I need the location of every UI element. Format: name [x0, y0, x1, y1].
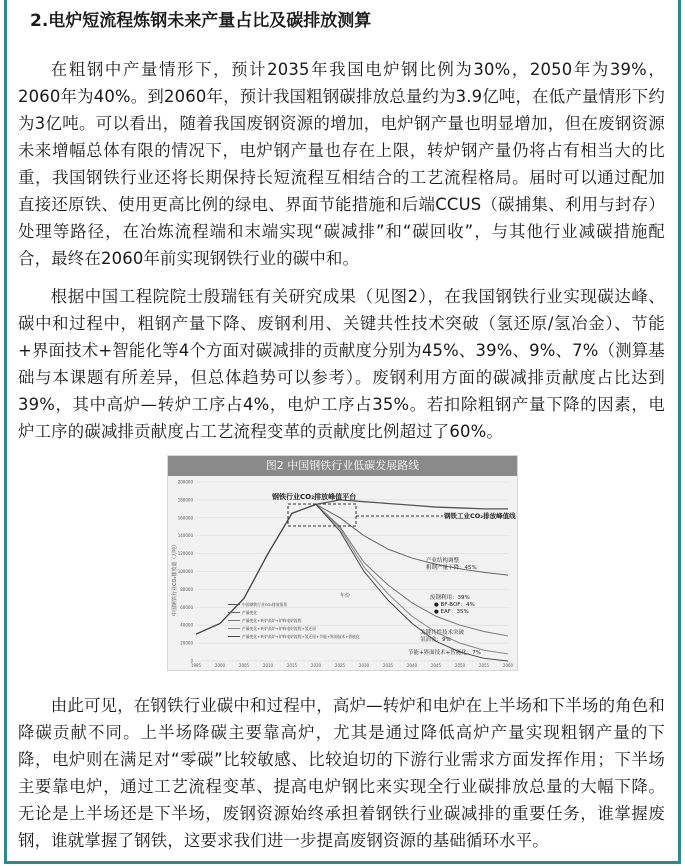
peak-plateau-label: 钢铁行业CO₂排放峰值平台 — [272, 493, 357, 501]
x-tick-label: 2010 — [262, 663, 274, 668]
x-tick-label: 2035 — [382, 663, 394, 668]
annotation-6: 关键共性技术突破 — [420, 630, 465, 636]
x-tick-label: 2045 — [430, 663, 442, 668]
section-heading: 2.电炉短流程炼钢未来产量占比及碳排放测算 — [30, 11, 372, 31]
figure-title: 图2 中国钢铁行业低碳发展路线 — [168, 456, 517, 476]
legend-label-4: 产量变化+转炉高炉+炉料电炉流程+氢还原 — [242, 626, 317, 631]
x-tick-label: 2060 — [502, 663, 514, 668]
paragraph-2: 根据中国工程院院士殷瑞钰有关研究成果（见图2），在我国钢铁行业实现碳达峰、碳中和过程中，粗钢产量下降、废钢利用、关键共性技术突破（氢还原/氢冶金）、节能+界面技术+智能化等4个方面对碳减排的贡献度分别为45%、39%、9%、7%（测算基础与本课题有所差异，但总体趋势可以参考）。废钢利用方面的碳减排贡献度占比达到39%，其中高炉—转炉工序占4%，电炉工序占35%。若扣除粗钢产量下降的因素，电炉工序的碳减排贡献度占工艺流程变革的贡献度比例超过了60%。 — [18, 287, 665, 442]
annotation-5: ● EAF：35% — [434, 609, 469, 615]
x-tick-label: 1995 — [190, 663, 202, 668]
x-axis-label: 年份 — [340, 593, 351, 599]
zero-line-label: 钢铁工业CO₂排放峰值线 — [444, 512, 516, 520]
annotation-7: 氢冶金：9% — [420, 637, 451, 643]
y-tick-label: 120000 — [177, 551, 193, 557]
x-tick-label: 2030 — [358, 663, 370, 668]
x-tick-label: 2015 — [286, 663, 298, 668]
legend-label-5: 产量变化+转炉高炉+炉料电炉流程+氢还原+节能+界面技术+智能化 — [242, 634, 360, 639]
annotation-1: 产业结构调整 — [426, 558, 460, 564]
y-tick-label: 140000 — [177, 533, 193, 539]
y-tick-labels — [178, 480, 194, 664]
legend-label-3: 产量变化+转炉高炉+炉料电炉流程 — [242, 618, 302, 623]
legend-label-2: 产量变化 — [242, 610, 258, 615]
legend-label-1: 中国钢铁行业CO₂排放情景 — [242, 602, 288, 607]
y-tick-label: 80000 — [180, 586, 193, 592]
x-tick-label: 2025 — [334, 663, 346, 668]
annotation-4: ● BF-BOF：4% — [434, 602, 475, 608]
y-tick-label: 180000 — [177, 497, 193, 503]
y-tick-label: 20000 — [180, 640, 193, 646]
annotation-3: 废钢利用：39% — [430, 595, 470, 601]
x-tick-label: 2005 — [238, 663, 250, 668]
annotation-2: 粗钢产量下降：45% — [426, 565, 477, 571]
y-tick-label: 40000 — [180, 622, 193, 628]
y-tick-label: 160000 — [177, 515, 193, 521]
paragraph-3: 由此可见，在钢铁行业碳中和过程中，高炉—转炉和电炉在上半场和下半场的角色和降碳贡献不同。上半场降碳主要靠高炉，尤其是通过降低高炉产量实现粗钢产量的下降，电炉则在满足对“零碳”比较敏感、比较迫切的下游行业需求方面发挥作用；下半场主要靠电炉，通过工艺流程变革、提高电炉钢比来实现全行业碳排放总量的大幅下降。无论是上半场还是下半场，废钢资源始终承担着钢铁行业碳减排的重要任务，谁掌握废钢，谁就掌握了钢铁，这要求我们进一步提高废钢资源的基础循环水平。 — [18, 696, 665, 851]
x-tick-label: 2020 — [310, 663, 322, 668]
x-tick-labels — [191, 663, 514, 668]
y-axis-label: 中国钢铁行业CO₂排放量（万吨） — [172, 541, 178, 616]
low-carbon-route-chart — [168, 476, 517, 670]
x-tick-label: 2040 — [406, 663, 418, 668]
figure-2 — [167, 455, 518, 671]
y-tick-label: 100000 — [177, 569, 193, 574]
chart-annotations — [408, 556, 481, 656]
x-tick-label: 2050 — [454, 663, 466, 668]
annotation-8: 节能+界面技术+智能化：7% — [408, 650, 481, 656]
x-tick-label: 2000 — [214, 663, 226, 668]
y-tick-label: 60000 — [180, 604, 193, 610]
paragraph-1: 在粗钢中产量情形下，预计2035年我国电炉钢比例为30%，2050年为39%，2060年为40%。到2060年，预计我国粗钢碳排放总量约为3.9亿吨，在低产量情形下约为3亿吨。可以看出，随着我国废钢资源的增加，电炉钢产量也明显增加，但在废钢资源未来增幅总体有限的情况下，电炉钢产量也存在上限，转炉钢产量仍将占有相当大的比重，我国钢铁行业还将长期保持长短流程互相结合的工艺流程格局。届时可以通过配加直接还原铁、使用更高比例的绿电、界面节能措施和后端CCUS（碳捕集、利用与封存）处理等路径，在冶炼流程端和末端实现“碳减排”和“碳回收”，与其他行业减碳措施配合，最终在2060年前实现钢铁行业的碳中和。 — [18, 60, 665, 269]
y-tick-label: 0 — [190, 658, 193, 664]
y-tick-label: 200000 — [177, 479, 193, 485]
x-tick-label: 2055 — [478, 663, 490, 668]
